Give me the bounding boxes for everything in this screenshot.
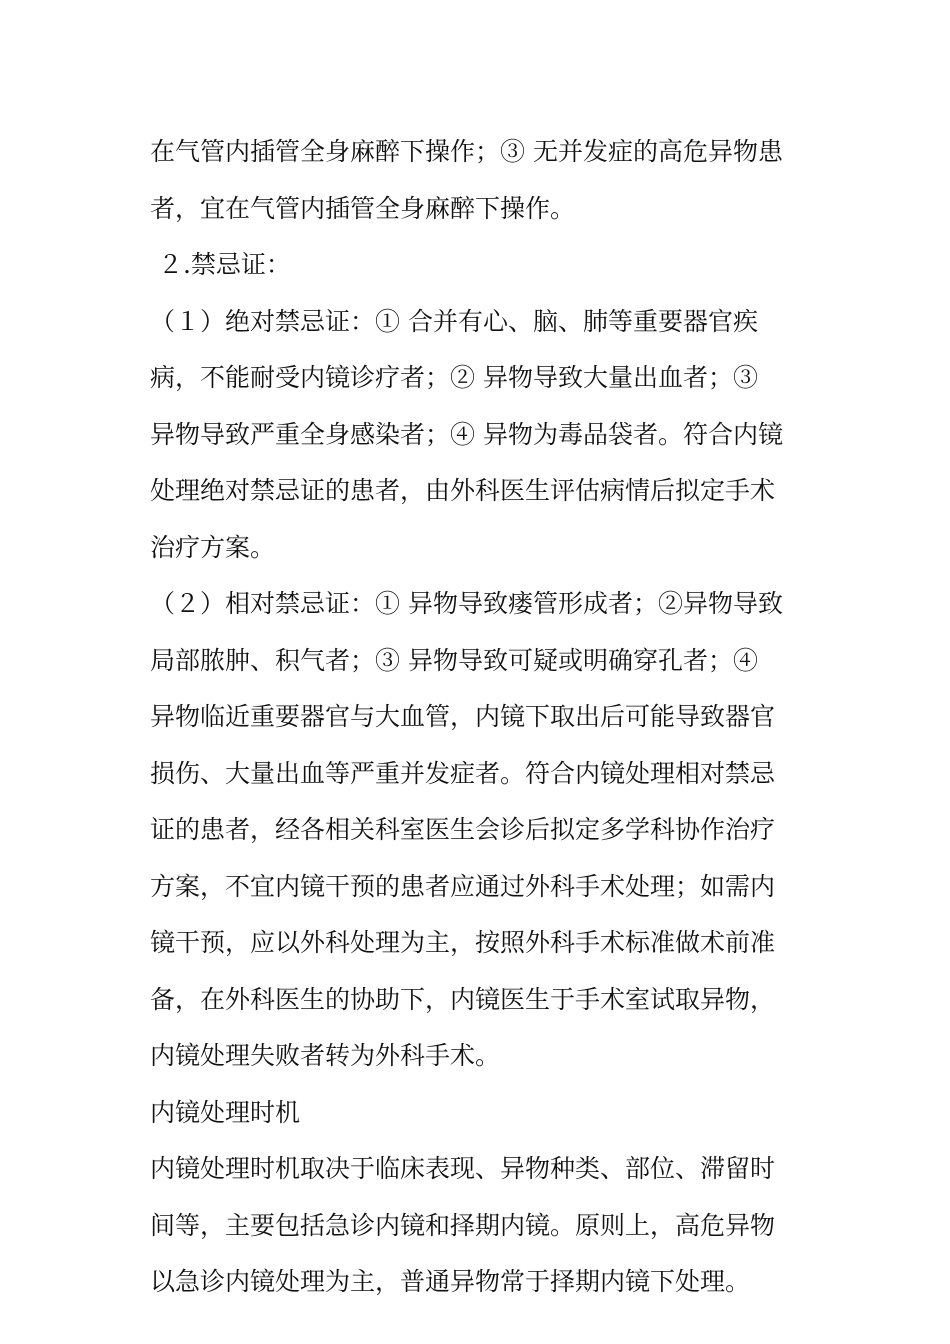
text-line: 方案，不宜内镜干预的患者应通过外科手术处理；如需内: [150, 871, 776, 901]
text-line: 内镜处理时机取决于临床表现、异物种类、部位、滞留时: [150, 1154, 776, 1183]
text-line: 以急诊内镜处理为主，普通异物常于择期内镜下处理。: [150, 1267, 751, 1296]
text-line: 处理绝对禁忌证的患者，由外科医生评估病情后拟定手术: [150, 476, 776, 505]
text-line: 备，在外科医生的协助下，内镜医生于手术室试取异物，: [150, 984, 776, 1014]
text-line: 局部脓肿、积气者；③ 异物导致可疑或明确穿孔者；④: [150, 645, 758, 675]
text-line: 在气管内插管全身麻醉下操作；③ 无并发症的高危异物患: [150, 137, 783, 166]
document-body: [150, 124, 810, 1311]
text-line: （１）绝对禁忌证：① 合并有心、脑、肺等重要器官疾: [150, 306, 758, 336]
text-line: 异物临近重要器官与大血管，内镜下取出后可能导致器官: [150, 702, 776, 731]
text-line: 损伤、大量出血等严重并发症者。符合内镜处理相对禁忌: [150, 758, 776, 788]
text-line: 镜干预，应以外科处理为主，按照外科手术标准做术前准: [150, 928, 776, 957]
text-line: 者，宜在气管内插管全身麻醉下操作。: [150, 193, 576, 223]
text-line: 治疗方案。: [150, 532, 276, 562]
text-line: 间等，主要包括急诊内镜和择期内镜。原则上，高危异物: [150, 1210, 776, 1240]
text-line: （２）相对禁忌证：① 异物导致瘘管形成者；②异物导致: [150, 589, 783, 618]
text-line: 内镜处理失败者转为外科手术。: [150, 1041, 501, 1070]
text-line: 异物导致严重全身感染者；④ 异物为毒品袋者。符合内镜: [150, 419, 783, 449]
text-line: 证的患者，经各相关科室医生会诊后拟定多学科协作治疗: [150, 815, 776, 844]
section-heading: ２.禁忌证：: [150, 250, 291, 279]
section-heading: 内镜处理时机: [150, 1097, 301, 1127]
text-line: 病，不能耐受内镜诊疗者；② 异物导致大量出血者；③: [150, 363, 758, 392]
